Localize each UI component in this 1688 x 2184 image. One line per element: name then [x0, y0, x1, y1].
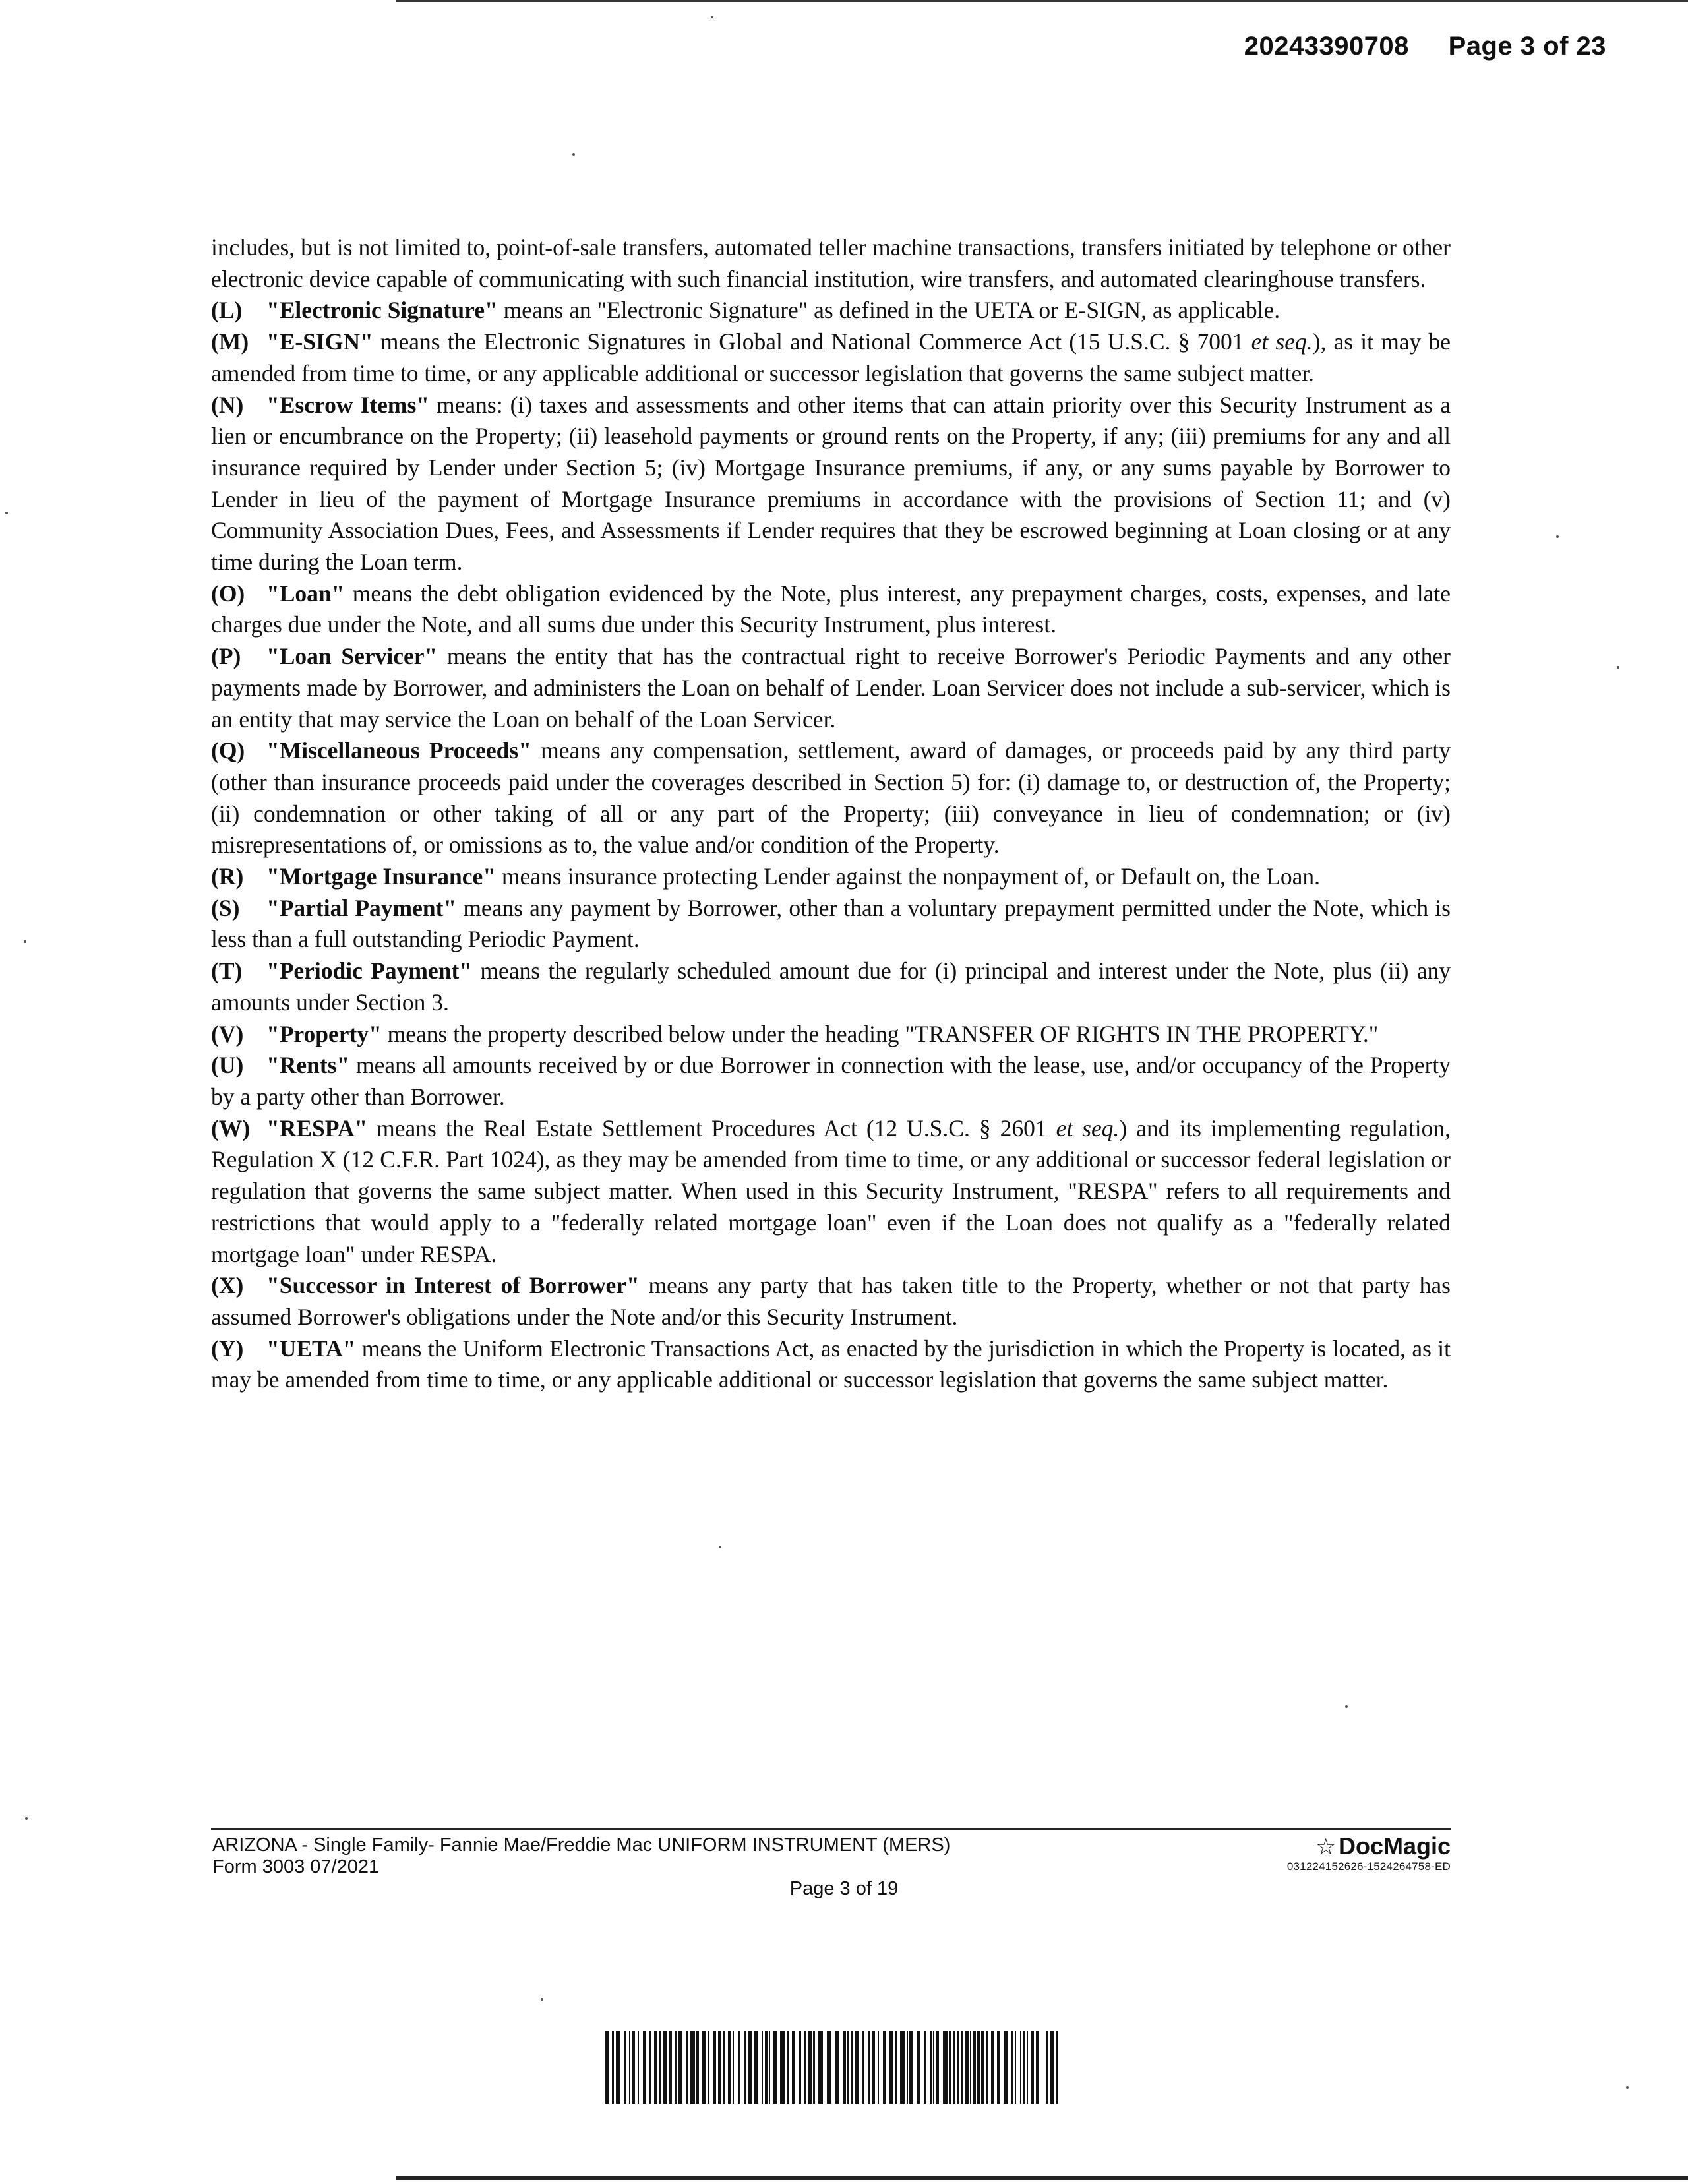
definition-text: means insurance protecting Lender against the nonpayment of, or Default on, the Loan. — [496, 863, 1320, 890]
barcode-bar — [605, 2031, 609, 2104]
barcode-bar — [813, 2031, 815, 2104]
definition-l — [211, 295, 1451, 326]
scan-speck — [711, 16, 713, 18]
barcode-bar — [986, 2031, 988, 2104]
definition-text: means the Electronic Signatures in Global and National Commerce Act (15 U.S.C. § 7001 — [373, 328, 1251, 355]
barcode-bar — [949, 2031, 951, 2104]
barcode-bar — [773, 2031, 777, 2104]
definition-letter: (S) — [211, 894, 240, 921]
definition-u — [211, 1050, 1451, 1112]
definition-q — [211, 735, 1451, 861]
barcode-bar — [723, 2031, 725, 2104]
barcode-bar — [713, 2031, 716, 2104]
scan-speck — [5, 512, 8, 514]
definition-letter: (X) — [211, 1272, 244, 1299]
form-title: ARIZONA - Single Family- Fannie Mae/Freddie Mac UNIFORM INSTRUMENT (MERS) — [212, 1835, 951, 1856]
scan-speck — [1345, 1705, 1348, 1708]
barcode-bar — [808, 2031, 812, 2104]
definitions-body — [211, 232, 1451, 1396]
barcode-bar — [780, 2031, 785, 2104]
definition-term: "Mortgage Insurance" — [266, 863, 497, 890]
scan-speck — [1617, 666, 1619, 669]
barcode-bar — [1027, 2031, 1028, 2104]
scan-speck — [572, 153, 575, 156]
barcode-bar — [769, 2031, 770, 2104]
barcode-bar — [762, 2031, 763, 2104]
definition-term: "Partial Payment" — [266, 894, 457, 921]
barcode-bar — [1020, 2031, 1021, 2104]
document-id: 031224152626-1524264758-ED — [1286, 1860, 1451, 1873]
definition-term: "Miscellaneous Proceeds" — [266, 737, 531, 764]
definition-term: "Escrow Items" — [266, 391, 429, 418]
barcode-bar — [654, 2031, 657, 2104]
definition-text: means any compensation, settlement, award of damages, or proceeds paid by any third party (other than insurance proceeds paid under the coverages described in Section 5) for: (i) damage to, or destruction of, the Property; (ii) condemnation or other taking of all or any part of the Property; (iii) conveyance in lieu of condemnation; or (iv) misrepresentations of, or omissions as to, the value and/or condition of the Property. — [211, 737, 1451, 859]
barcode-bar — [765, 2031, 768, 2104]
barcode-bar — [872, 2031, 875, 2104]
definition-s — [211, 893, 1451, 956]
barcode-bar — [1056, 2031, 1058, 2104]
barcode-bar — [728, 2031, 731, 2104]
brand-name: DocMagic — [1338, 1833, 1451, 1860]
definition-letter: (P) — [211, 643, 241, 670]
barcode-bar — [957, 2031, 959, 2104]
definition-text: means the Real Estate Settlement Procedures Act (12 U.S.C. § 2601 — [367, 1114, 1056, 1141]
barcode-bar — [818, 2031, 823, 2104]
form-number: Form 3003 07/2021 — [212, 1856, 380, 1877]
definition-letter: (U) — [211, 1052, 244, 1079]
definition-term: "UETA" — [266, 1335, 356, 1362]
definition-text: means the regularly scheduled amount due for (i) principal and interest under the Note, plus (ii) any amounts under Section 3. — [211, 957, 1451, 1016]
barcode-bar — [686, 2031, 688, 2104]
barcode-bar — [1046, 2031, 1048, 2104]
definition-term: "E-SIGN" — [266, 328, 373, 355]
barcode-bar — [851, 2031, 853, 2104]
barcode-bar — [1015, 2031, 1016, 2104]
barcode-bar — [843, 2031, 846, 2104]
definition-text: means any party that has taken title to the Property, whether or not that party has assumed Borrower's obligations under the Note and/or this Security Instrument. — [211, 1272, 1451, 1330]
barcode-bar — [787, 2031, 789, 2104]
barcode-bar — [690, 2031, 695, 2104]
barcode-bar — [1036, 2031, 1039, 2104]
definition-text: means the entity that has the contractual right to receive Borrower's Periodic Payments and any other payments made by Borrower, and administers the Loan on behalf of Lender. Loan Servicer does not include a sub-servicer, which is an entity that may service the Loan on behalf of the Loan Servicer. — [211, 643, 1451, 733]
definition-p — [211, 641, 1451, 735]
barcode-bar — [991, 2031, 994, 2104]
barcode-bar — [847, 2031, 849, 2104]
barcode-bar — [733, 2031, 734, 2104]
barcode-bar — [953, 2031, 955, 2104]
barcode-bar — [1004, 2031, 1008, 2104]
barcode-bar — [965, 2031, 969, 2104]
barcode-bar — [748, 2031, 752, 2104]
barcode-bar — [907, 2031, 908, 2104]
recording-number: 20243390708 — [1244, 32, 1409, 61]
definition-letter: (O) — [211, 580, 245, 607]
barcode-bar — [616, 2031, 620, 2104]
docmagic-branding — [1287, 1833, 1451, 1873]
footer-divider — [211, 1828, 1451, 1830]
barcode-bar — [708, 2031, 709, 2104]
barcode-bar — [1050, 2031, 1054, 2104]
barcode-bar — [930, 2031, 932, 2104]
barcode-bar — [738, 2031, 740, 2104]
barcode-bar — [643, 2031, 646, 2104]
barcode-bar — [638, 2031, 639, 2104]
recording-page-label: Page 3 of 23 — [1448, 32, 1606, 61]
barcode-bar — [868, 2031, 870, 2104]
definition-letter: (R) — [211, 863, 244, 890]
definition-term: "RESPA" — [266, 1114, 368, 1141]
definition-letter: (T) — [211, 957, 243, 985]
definition-v — [211, 1019, 1451, 1050]
definition-t — [211, 956, 1451, 1018]
barcode-bar — [649, 2031, 651, 2104]
definition-letter: (V) — [211, 1020, 244, 1047]
barcode-bar — [909, 2031, 913, 2104]
barcode-bar — [718, 2031, 721, 2104]
definition-term: "Successor in Interest of Borrower" — [266, 1272, 640, 1299]
barcode-bar — [981, 2031, 984, 2104]
scan-speck — [1556, 535, 1559, 538]
definition-letter: (L) — [211, 297, 243, 324]
definition-w — [211, 1113, 1451, 1271]
scan-speck — [719, 1546, 721, 1548]
definition-term: "Electronic Signature" — [266, 297, 498, 324]
barcode-bar — [744, 2031, 746, 2104]
definition-term: "Periodic Payment" — [266, 957, 472, 985]
bottom-scan-rule — [396, 2176, 1688, 2180]
barcode-bar — [678, 2031, 682, 2104]
definition-text: means: (i) taxes and assessments and other items that can attain priority over this Security Instrument as a lien or encumbrance on the Property; (ii) leasehold payments or ground rents on the Property, if any; (iii) premiums for any and all insurance required by Lender under Section 5; (iv) Mortgage Insurance premiums, if any, or any sums payable by Borrower to Lender in lieu of the payment of Mortgage Insurance premiums in accordance with the provisions of Section 11; and (v) Community Association Dues, Fees, and Assessments if Lender requires that they be escrowed beginning at Loan closing or at any time during the Loan term. — [211, 391, 1451, 576]
definition-term: "Rents" — [266, 1052, 350, 1079]
definition-term: "Loan Servicer" — [266, 643, 438, 670]
scan-speck — [25, 1817, 28, 1820]
definition-m — [211, 326, 1451, 389]
definition-letter: (M) — [211, 328, 249, 355]
definition-italic: et seq. — [1251, 328, 1313, 355]
barcode-bar — [855, 2031, 859, 2104]
definition-letter: (Q) — [211, 737, 245, 764]
barcode-bar — [624, 2031, 626, 2104]
form-identification — [212, 1835, 950, 1878]
barcode-bar — [883, 2031, 886, 2104]
barcode-bar — [889, 2031, 893, 2104]
definition-text-continued: ) and its implementing regulation, Regulation X (12 C.F.R. Part 1024), as they may be amended from time to time, or any additional or successor federal legislation or regulation that governs the same subject matter. When used in this Security Instrument, "RESPA" refers to all requirements and restrictions that would apply to a "federally related mortgage loan" even if the Loan does not qualify as a "federally related mortgage loan" under RESPA. — [211, 1114, 1451, 1267]
barcode-bar — [827, 2031, 831, 2104]
definition-n — [211, 390, 1451, 578]
definition-y — [211, 1333, 1451, 1396]
definition-text-continued: ), as it may be amended from time to time, or any applicable additional or successor legislation that governs the same subject matter. — [211, 328, 1451, 386]
barcode-bar — [1031, 2031, 1034, 2104]
definition-term: "Property" — [266, 1020, 382, 1047]
barcode-bar — [632, 2031, 635, 2104]
definition-letter: (N) — [211, 391, 244, 418]
barcode-bar — [804, 2031, 806, 2104]
barcode-bar — [936, 2031, 939, 2104]
form-page-number: Page 3 of 19 — [789, 1878, 899, 1899]
scan-speck — [1626, 2086, 1629, 2089]
definition-r — [211, 861, 1451, 893]
barcode-bar — [629, 2031, 630, 2104]
barcode-bar — [612, 2031, 614, 2104]
intro-paragraph: includes, but is not limited to, point-of-sale transfers, automated teller machine transactions, transfers initiated by telephone or other electronic device capable of communicating with such financial institution, wire transfers, and automated clearinghouse transfers. — [211, 234, 1451, 292]
brand-line — [1287, 1833, 1451, 1860]
barcode-bar — [835, 2031, 839, 2104]
scan-speck — [541, 1998, 543, 2001]
barcode-bar — [895, 2031, 897, 2104]
scan-speck — [24, 940, 26, 943]
definition-letter: (W) — [211, 1114, 251, 1141]
definition-term: "Loan" — [266, 580, 345, 607]
definition-o — [211, 578, 1451, 641]
barcode-bar — [933, 2031, 934, 2104]
barcode-bar — [997, 2031, 1000, 2104]
barcode-bar — [1011, 2031, 1013, 2104]
definition-text: means any payment by Borrower, other than a voluntary prepayment permitted under the Note, which is less than a full outstanding Periodic Payment. — [211, 894, 1451, 953]
definition-text: means all amounts received by or due Borrower in connection with the lease, use, and/or occupancy of the Property by a party other than Borrower. — [211, 1052, 1451, 1110]
barcode-bar — [696, 2031, 699, 2104]
barcode-bar — [961, 2031, 963, 2104]
barcode-bar — [663, 2031, 667, 2104]
definition-text: means the property described below under the heading "TRANSFER OF RIGHTS IN THE PROPERTY." — [381, 1020, 1379, 1047]
barcode-bar — [702, 2031, 706, 2104]
recording-stamp — [1244, 32, 1606, 61]
barcode-bars — [605, 2031, 1058, 2104]
barcode-bar — [799, 2031, 801, 2104]
barcode-bar — [675, 2031, 677, 2104]
definition-text: means an "Electronic Signature" as defined in the UETA or E-SIGN, as applicable. — [497, 297, 1281, 324]
definition-text: means the Uniform Electronic Transactions Act, as enacted by the jurisdiction in which the Property is located, as it may be amended from time to time, or any applicable additional or successor legislation that governs the same subject matter. — [211, 1335, 1451, 1393]
definition-italic: et seq. — [1056, 1114, 1120, 1141]
barcode-bar — [792, 2031, 795, 2104]
barcode-icon — [605, 2031, 1059, 2104]
barcode-bar — [917, 2031, 920, 2104]
barcode-bar — [862, 2031, 864, 2104]
barcode-bar — [943, 2031, 948, 2104]
barcode-bar — [878, 2031, 879, 2104]
definition-text: means the debt obligation evidenced by the Note, plus interest, any prepayment charges, costs, expenses, and late charges due under the Note, and all sums due under this Security Instrument, plus interest. — [211, 580, 1451, 638]
barcode-bar — [924, 2031, 926, 2104]
definition-letter: (Y) — [211, 1335, 244, 1362]
barcode-bar — [754, 2031, 758, 2104]
barcode-bar — [977, 2031, 980, 2104]
barcode-bar — [1023, 2031, 1025, 2104]
barcode-bar — [659, 2031, 661, 2104]
star-icon: ☆ — [1315, 1835, 1336, 1860]
barcode-bar — [669, 2031, 672, 2104]
definition-x — [211, 1270, 1451, 1333]
top-scan-rule — [396, 0, 1688, 2]
barcode-bar — [970, 2031, 971, 2104]
barcode-bar — [900, 2031, 905, 2104]
barcode-bar — [973, 2031, 976, 2104]
